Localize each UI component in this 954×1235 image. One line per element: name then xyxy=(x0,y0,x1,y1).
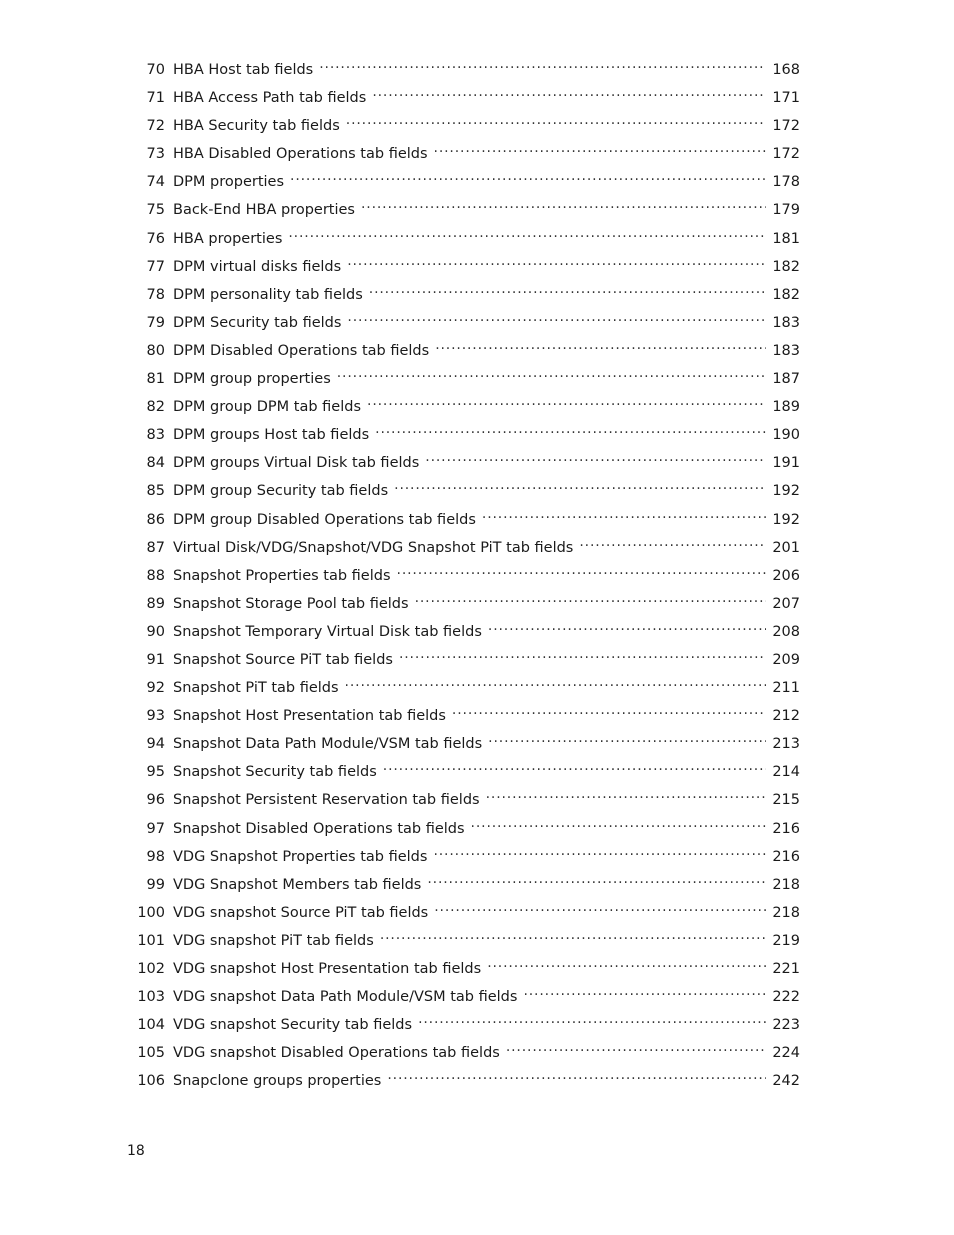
toc-entry-page: 172 xyxy=(772,118,800,135)
toc-entry-page: 192 xyxy=(772,511,800,528)
toc-entry-title: VDG snapshot Data Path Module/VSM tab fields xyxy=(173,989,518,1006)
toc-entry-title: DPM properties xyxy=(173,174,285,191)
toc-leader-dots xyxy=(290,172,766,186)
toc-entry-title: HBA properties xyxy=(173,230,283,247)
toc-entry-page: 201 xyxy=(772,539,800,556)
toc-entry[interactable] xyxy=(128,112,800,140)
toc-entry-number: 103 xyxy=(137,989,165,1006)
toc-entry-page: 207 xyxy=(772,595,800,612)
toc-leader-dots xyxy=(372,88,766,102)
toc-leader-dots xyxy=(488,622,766,636)
toc-leader-dots xyxy=(397,566,767,580)
toc-leader-dots xyxy=(425,453,766,467)
toc-entry[interactable] xyxy=(128,562,800,590)
toc-leader-dots xyxy=(482,510,766,524)
toc-entry-title: VDG snapshot Host Presentation tab fields xyxy=(173,961,482,977)
toc-entry-number: 106 xyxy=(137,1073,165,1090)
toc-entry-title: HBA Disabled Operations tab fields xyxy=(173,146,428,163)
toc-entry-page: 224 xyxy=(772,1045,800,1062)
toc-entry-number: 71 xyxy=(146,90,165,107)
toc-entry[interactable] xyxy=(128,140,800,168)
toc-entry-page: 219 xyxy=(772,932,800,949)
toc-entry-number: 95 xyxy=(146,764,165,781)
toc-leader-dots xyxy=(487,959,766,973)
toc-entry[interactable] xyxy=(128,590,800,618)
toc-leader-dots xyxy=(427,875,766,889)
toc-entry-page: 208 xyxy=(772,623,800,640)
toc-entry-page: 206 xyxy=(772,567,800,584)
toc-entry-number: 84 xyxy=(146,455,165,472)
toc-entry-title: HBA Host tab fields xyxy=(173,62,314,78)
toc-entry[interactable] xyxy=(128,168,800,196)
toc-entry-page: 181 xyxy=(772,230,800,247)
toc-entry-title: Snapshot Disabled Operations tab fields xyxy=(173,820,465,837)
toc-entry-title: DPM group DPM tab fields xyxy=(173,399,362,416)
toc-entry-page: 214 xyxy=(772,764,800,781)
toc-leader-dots xyxy=(418,1015,766,1029)
toc-entry-number: 81 xyxy=(146,371,165,388)
toc-entry-number: 85 xyxy=(146,483,165,500)
toc-entry-title: VDG snapshot PiT tab fields xyxy=(173,932,374,949)
toc-entry-number: 90 xyxy=(146,623,165,640)
toc-entry[interactable] xyxy=(128,196,800,224)
toc-entry[interactable] xyxy=(128,421,800,449)
toc-entry-number: 82 xyxy=(146,399,165,416)
toc-entry-page: 168 xyxy=(772,62,800,78)
toc-entry-title: VDG snapshot Security tab fields xyxy=(173,1017,413,1034)
toc-entry-title: DPM virtual disks fields xyxy=(173,258,342,275)
toc-entry-title: VDG Snapshot Members tab fields xyxy=(173,876,422,893)
toc-entry-page: 213 xyxy=(772,736,800,753)
toc-entry-title: DPM group Disabled Operations tab fields xyxy=(173,511,476,528)
toc-entry-title: VDG snapshot Source PiT tab fields xyxy=(173,904,429,921)
toc-entry-title: Snapshot Temporary Virtual Disk tab fields xyxy=(173,623,482,640)
toc-leader-dots xyxy=(319,60,766,74)
toc-entry-title: DPM Disabled Operations tab fields xyxy=(173,342,430,359)
toc-entry-page: 212 xyxy=(772,708,800,725)
toc-entry[interactable] xyxy=(128,955,800,983)
toc-entry-number: 97 xyxy=(146,820,165,837)
toc-entry-title: VDG snapshot Disabled Operations tab fields xyxy=(173,1045,500,1062)
toc-entry-title: Back-End HBA properties xyxy=(173,202,355,219)
toc-entry[interactable] xyxy=(128,674,800,702)
toc-leader-dots xyxy=(346,116,767,130)
toc-entry-title: Snapshot Host Presentation tab fields xyxy=(173,708,446,725)
toc-leader-dots xyxy=(367,397,766,411)
toc-leader-dots xyxy=(375,425,766,439)
toc-leader-dots xyxy=(369,285,767,299)
toc-entry-title: DPM group properties xyxy=(173,371,331,388)
toc-entry-number: 89 xyxy=(146,595,165,612)
toc-entry-number: 105 xyxy=(137,1045,165,1062)
toc-leader-dots xyxy=(506,1043,766,1057)
toc-entry-title: Snapshot Data Path Module/VSM tab fields xyxy=(173,736,483,753)
toc-entry-page: 191 xyxy=(772,455,800,472)
toc-entry-title: DPM groups Host tab fields xyxy=(173,427,370,444)
toc-entry-page: 183 xyxy=(772,314,800,331)
toc-leader-dots xyxy=(399,650,766,664)
toc-entry[interactable] xyxy=(128,534,800,562)
toc-entry-number: 94 xyxy=(146,736,165,753)
toc-entry-number: 76 xyxy=(146,230,165,247)
toc-entry-number: 91 xyxy=(146,651,165,668)
toc-entry-title: Snapshot Persistent Reservation tab fields xyxy=(173,792,480,809)
toc-entry-page: 221 xyxy=(772,961,800,977)
toc-entry[interactable] xyxy=(128,702,800,730)
toc-leader-dots xyxy=(434,144,767,158)
toc-entry-page: 215 xyxy=(772,792,800,809)
toc-entry-title: HBA Security tab fields xyxy=(173,118,340,135)
toc-entry-page: 171 xyxy=(772,90,800,107)
toc-leader-dots xyxy=(380,931,766,945)
toc-entry[interactable] xyxy=(128,758,800,786)
toc-leader-dots xyxy=(347,313,766,327)
toc-entry-title: DPM groups Virtual Disk tab fields xyxy=(173,455,420,472)
toc-entry-title: Snapshot Storage Pool tab fields xyxy=(173,595,409,612)
toc-entry-page: 242 xyxy=(772,1073,800,1090)
toc-entry-number: 77 xyxy=(146,258,165,275)
toc-entry-number: 98 xyxy=(146,848,165,865)
toc-entry[interactable] xyxy=(128,253,800,281)
toc-entry[interactable] xyxy=(128,899,800,927)
toc-entry-number: 74 xyxy=(146,174,165,191)
toc-entry-page: 183 xyxy=(772,342,800,359)
toc-leader-dots xyxy=(383,762,767,776)
toc-entry-page: 187 xyxy=(772,371,800,388)
toc-entry[interactable] xyxy=(128,225,800,253)
toc-entry-number: 101 xyxy=(137,932,165,949)
toc-leader-dots xyxy=(488,734,766,748)
toc-entry[interactable] xyxy=(128,730,800,758)
table-of-contents-list xyxy=(128,56,800,1095)
toc-leader-dots xyxy=(435,341,766,355)
toc-entry-title: Snapshot Security tab fields xyxy=(173,764,377,781)
toc-entry-page: 218 xyxy=(772,904,800,921)
toc-entry-page: 216 xyxy=(772,820,800,837)
toc-entry-number: 92 xyxy=(146,680,165,697)
toc-entry-title: DPM group Security tab fields xyxy=(173,483,389,500)
toc-entry-page: 216 xyxy=(772,848,800,865)
toc-entry-page: 192 xyxy=(772,483,800,500)
toc-entry[interactable] xyxy=(128,449,800,477)
toc-entry[interactable] xyxy=(128,365,800,393)
toc-entry-page: 211 xyxy=(772,680,800,697)
toc-entry-number: 75 xyxy=(146,202,165,219)
toc-leader-dots xyxy=(433,847,766,861)
toc-entry-page: 189 xyxy=(772,399,800,416)
toc-entry[interactable] xyxy=(128,337,800,365)
toc-entry[interactable] xyxy=(128,618,800,646)
toc-entry[interactable] xyxy=(128,56,800,84)
toc-entry[interactable] xyxy=(128,1039,800,1067)
toc-leader-dots xyxy=(337,369,767,383)
toc-entry[interactable] xyxy=(128,983,800,1011)
toc-entry[interactable] xyxy=(128,309,800,337)
toc-entry-title: Snapshot Properties tab fields xyxy=(173,567,391,584)
toc-entry-number: 70 xyxy=(146,62,165,78)
toc-entry-page: 172 xyxy=(772,146,800,163)
toc-entry[interactable] xyxy=(128,1011,800,1039)
toc-entry-number: 86 xyxy=(146,511,165,528)
toc-entry-number: 72 xyxy=(146,118,165,135)
toc-entry-number: 83 xyxy=(146,427,165,444)
toc-entry-number: 88 xyxy=(146,567,165,584)
toc-entry-page: 179 xyxy=(772,202,800,219)
toc-entry[interactable] xyxy=(128,1067,800,1095)
toc-leader-dots xyxy=(387,1071,766,1085)
toc-leader-dots xyxy=(361,200,766,214)
toc-entry-title: Snapclone groups properties xyxy=(173,1073,382,1090)
toc-leader-dots xyxy=(471,819,767,833)
toc-entry-number: 79 xyxy=(146,314,165,331)
toc-leader-dots xyxy=(345,678,767,692)
toc-entry-page: 218 xyxy=(772,876,800,893)
toc-entry[interactable] xyxy=(128,477,800,505)
toc-entry-title: DPM personality tab fields xyxy=(173,286,363,303)
toc-leader-dots xyxy=(434,903,766,917)
toc-entry-page: 182 xyxy=(772,258,800,275)
toc-leader-dots xyxy=(347,257,766,271)
toc-entry[interactable] xyxy=(128,843,800,871)
toc-entry-page: 209 xyxy=(772,651,800,668)
toc-leader-dots xyxy=(288,229,766,243)
toc-entry[interactable] xyxy=(128,506,800,534)
toc-entry[interactable] xyxy=(128,281,800,309)
toc-entry-number: 99 xyxy=(146,876,165,893)
toc-leader-dots xyxy=(579,538,766,552)
toc-entry-number: 102 xyxy=(137,961,165,977)
toc-entry[interactable] xyxy=(128,393,800,421)
toc-entry[interactable] xyxy=(128,84,800,112)
toc-entry-number: 104 xyxy=(137,1017,165,1034)
toc-entry[interactable] xyxy=(128,786,800,814)
toc-leader-dots xyxy=(394,481,766,495)
toc-entry-number: 78 xyxy=(146,286,165,303)
toc-entry-number: 93 xyxy=(146,708,165,725)
toc-entry-page: 178 xyxy=(772,174,800,191)
toc-entry-number: 87 xyxy=(146,539,165,556)
toc-leader-dots xyxy=(523,987,766,1001)
toc-leader-dots xyxy=(452,706,766,720)
toc-leader-dots xyxy=(486,790,767,804)
toc-entry[interactable] xyxy=(128,646,800,674)
toc-entry-page: 222 xyxy=(772,989,800,1006)
toc-leader-dots xyxy=(415,594,767,608)
toc-entry-page: 182 xyxy=(772,286,800,303)
toc-entry[interactable] xyxy=(128,815,800,843)
toc-entry-page: 223 xyxy=(772,1017,800,1034)
page-number: 18 xyxy=(127,1143,145,1159)
toc-entry-number: 100 xyxy=(137,904,165,921)
toc-entry-page: 190 xyxy=(772,427,800,444)
toc-entry-title: DPM Security tab fields xyxy=(173,314,342,331)
toc-entry-title: VDG Snapshot Properties tab fields xyxy=(173,848,428,865)
toc-entry-title: HBA Access Path tab fields xyxy=(173,90,367,107)
toc-entry-number: 96 xyxy=(146,792,165,809)
toc-entry[interactable] xyxy=(128,927,800,955)
toc-entry-title: Virtual Disk/VDG/Snapshot/VDG Snapshot PiT tab fields xyxy=(173,539,574,556)
toc-entry[interactable] xyxy=(128,871,800,899)
toc-entry-number: 80 xyxy=(146,342,165,359)
toc-entry-title: Snapshot PiT tab fields xyxy=(173,680,339,697)
toc-entry-number: 73 xyxy=(146,146,165,163)
toc-entry-title: Snapshot Source PiT tab fields xyxy=(173,651,393,668)
